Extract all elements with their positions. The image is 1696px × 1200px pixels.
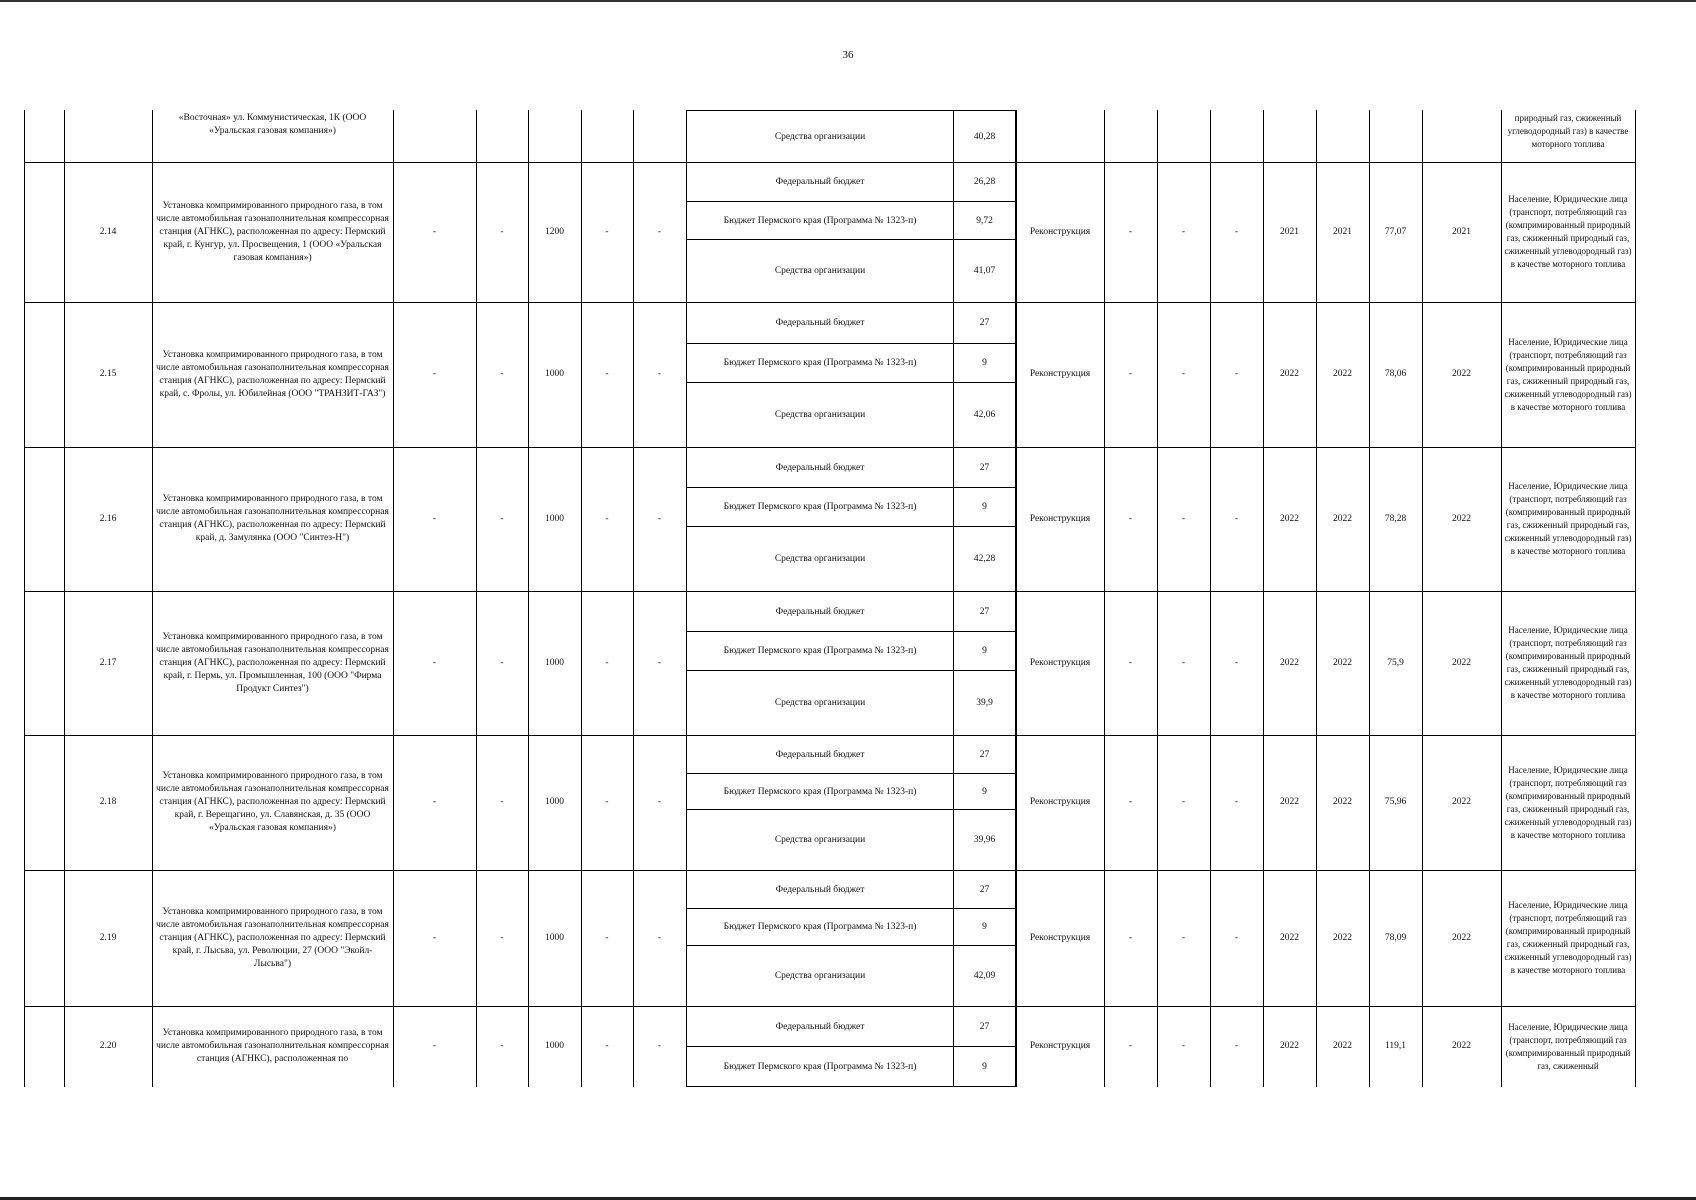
value-cell: -: [500, 513, 504, 524]
consumer-groups: Население, Юридические лица (транспорт, потребляющий газ (компримированный природный газ, сжиженный природный газ, сжиженный углеводородный газ) в качестве моторного топлива: [1504, 764, 1632, 840]
value-cell: -: [1128, 513, 1133, 524]
value-cell: -: [605, 226, 609, 237]
value-cell: [477, 112, 527, 160]
value-cell: -: [605, 797, 609, 807]
value-cell: -: [1181, 1041, 1186, 1051]
value-cell: -: [1181, 657, 1186, 668]
value-cell: -: [1234, 369, 1239, 379]
table-row-rule: [24, 1006, 686, 1007]
table-row-rule: [1016, 302, 1635, 303]
value-cell: -: [500, 1041, 504, 1051]
value-cell: -: [1181, 226, 1186, 237]
end-year: 2022: [1333, 513, 1352, 524]
object-description: Установка компримированного природного газа, в том числе автомобильная газонаполнительная компрессорная станция (АГНКС), расположенная по адресу: Пермский край, г. Кунгур, ул. Просвещения, 1 (ООО «Уральская газовая компания»): [156, 200, 389, 263]
value-cell: [394, 112, 475, 160]
funding-amount: 9: [953, 773, 1016, 810]
value-cell: [1211, 112, 1262, 160]
funding-amount: 42,06: [953, 382, 1016, 448]
funding-amount: 9: [953, 1046, 1016, 1087]
commissioning-year: 2022: [1452, 369, 1471, 379]
total-cost: 119,1: [1384, 1041, 1407, 1051]
table-row-rule: [24, 447, 686, 448]
start-year: 2022: [1280, 797, 1299, 807]
commissioning-year: 2022: [1452, 513, 1471, 524]
value-cell: [1158, 112, 1209, 160]
row-number: 2.20: [99, 1041, 117, 1051]
value-cell: -: [657, 657, 662, 668]
end-year: 2021: [1333, 226, 1352, 237]
start-year: 2022: [1280, 1041, 1299, 1051]
total-cost: 78,28: [1384, 513, 1407, 524]
funding-amount: 42,09: [953, 945, 1016, 1007]
total-cost: 75,9: [1387, 657, 1404, 668]
row-number: 2.17: [99, 657, 117, 668]
row-number: 2.16: [99, 513, 117, 524]
funding-source: Федеральный бюджет: [686, 447, 954, 488]
funding-source: Федеральный бюджет: [686, 591, 954, 632]
funding-source: Федеральный бюджет: [686, 162, 954, 202]
commissioning-year: 2022: [1452, 932, 1471, 943]
work-type: [1017, 112, 1103, 160]
table-row-rule: [1016, 735, 1635, 736]
funding-amount: 9: [953, 487, 1016, 527]
end-year: 2022: [1333, 657, 1352, 668]
value-cell: -: [1234, 1041, 1239, 1051]
value-cell: -: [432, 226, 437, 237]
funding-source: Федеральный бюджет: [686, 1006, 954, 1047]
table-row-rule: [24, 870, 686, 871]
capacity-value: 1000: [545, 369, 564, 379]
capacity-value: 1000: [545, 932, 564, 943]
row-number: 2.19: [99, 932, 117, 943]
funding-source: Средства организации: [686, 382, 954, 448]
consumer-groups: Население, Юридические лица (транспорт, потребляющий газ (компримированный природный газ, сжиженный природный газ, сжиженный углеводородный газ) в качестве моторного топлива: [1504, 900, 1632, 975]
value-cell: -: [1234, 226, 1239, 237]
value-cell: -: [500, 657, 504, 668]
value-cell: -: [1181, 797, 1186, 807]
funding-amount: 27: [953, 870, 1016, 909]
funding-source: Средства организации: [686, 670, 954, 736]
scan-top-edge: [0, 0, 1696, 2]
value-cell: -: [432, 369, 437, 379]
value-cell: -: [657, 226, 662, 237]
funding-source: Средства организации: [686, 809, 954, 871]
funding-source: Бюджет Пермского края (Программа № 1323-п): [686, 773, 954, 810]
object-description: «Восточная» ул. Коммунистическая, 1К (ООО «Уральская газовая компания»): [178, 113, 367, 136]
capacity-value: 1000: [545, 513, 564, 524]
object-description: Установка компримированного природного газа, в том числе автомобильная газонаполнительная компрессорная станция (АГНКС), расположенная по адресу: Пермский край, г. Пермь, ул. Промышленная, 100 (ООО "Фирма Продукт Синтез"): [156, 631, 389, 694]
commissioning-year: 2022: [1452, 657, 1471, 668]
table-column-rule: [24, 110, 25, 1087]
work-type: Реконструкция: [1029, 932, 1091, 943]
object-description: Установка компримированного природного газа, в том числе автомобильная газонаполнительная компрессорная станция (АГНКС), расположенная по: [156, 1028, 389, 1064]
funding-source: Федеральный бюджет: [686, 870, 954, 909]
table-row-rule: [1016, 447, 1635, 448]
value-cell: [634, 112, 685, 160]
funding-amount: 27: [953, 591, 1016, 632]
commissioning-year: 2022: [1452, 797, 1471, 807]
value-cell: -: [432, 1041, 437, 1051]
funding-amount: 9: [953, 631, 1016, 671]
value-cell: -: [1234, 932, 1239, 943]
value-cell: [582, 112, 632, 160]
value-cell: -: [657, 797, 662, 807]
object-description: Установка компримированного природного газа, в том числе автомобильная газонаполнительная компрессорная станция (АГНКС), расположенная по адресу: Пермский край, с. Фролы, ул. Юбилейная (ООО "ТРАНЗИТ-ГАЗ"): [156, 349, 389, 399]
row-number: 2.18: [99, 797, 117, 807]
funding-amount: 41,07: [953, 239, 1016, 303]
work-type: Реконструкция: [1029, 1041, 1091, 1051]
commissioning-year: [1423, 112, 1500, 160]
end-year: 2022: [1333, 1041, 1352, 1051]
capacity-value: 1000: [545, 1041, 564, 1051]
consumer-groups: Население, Юридические лица (транспорт, потребляющий газ (компримированный природный газ, сжиженный: [1505, 1021, 1631, 1071]
value-cell: -: [500, 369, 504, 379]
value-cell: -: [657, 369, 662, 379]
funding-amount: 27: [953, 1006, 1016, 1047]
consumer-groups: Население, Юридические лица (транспорт, потребляющий газ (компримированный природный газ, сжиженный природный газ, сжиженный углеводородный газ) в качестве моторного топлива: [1504, 194, 1632, 269]
value-cell: -: [1128, 369, 1133, 379]
funding-amount: 42,28: [953, 526, 1016, 592]
funding-source: Федеральный бюджет: [686, 735, 954, 774]
value-cell: -: [432, 513, 437, 524]
funding-source: Федеральный бюджет: [686, 302, 954, 344]
consumer-groups: природный газ, сжиженный углеводородный газ) в качестве моторного топлива: [1507, 113, 1629, 149]
table-row-rule: [24, 735, 686, 736]
value-cell: -: [1181, 369, 1186, 379]
row-number: [65, 112, 151, 160]
value-cell: -: [432, 657, 437, 668]
funding-amount: 40,28: [953, 110, 1016, 163]
funding-amount: 39,9: [953, 670, 1016, 736]
value-cell: -: [1234, 513, 1239, 524]
row-number: 2.15: [99, 369, 117, 379]
value-cell: -: [1128, 1041, 1133, 1051]
object-description: Установка компримированного природного газа, в том числе автомобильная газонаполнительная компрессорная станция (АГНКС), расположенная по адресу: Пермский край, г. Лысьва, ул. Революции, 27 (ООО "Экойл-Лысьва"): [156, 906, 389, 969]
capacity-value: 1200: [545, 226, 564, 237]
funding-source: Бюджет Пермского края (Программа № 1323-п): [686, 343, 954, 383]
value-cell: -: [657, 513, 662, 524]
funding-source: Бюджет Пермского края (Программа № 1323-п): [686, 908, 954, 946]
value-cell: -: [432, 797, 437, 807]
start-year: 2021: [1280, 226, 1299, 237]
end-year: 2022: [1333, 369, 1352, 379]
consumer-groups: Население, Юридические лица (транспорт, потребляющий газ (компримированный природный газ, сжиженный природный газ, сжиженный углеводородный газ) в качестве моторного топлива: [1504, 336, 1632, 412]
end-year: 2022: [1333, 797, 1352, 807]
consumer-groups: Население, Юридические лица (транспорт, потребляющий газ (компримированный природный газ, сжиженный природный газ, сжиженный углеводородный газ) в качестве моторного топлива: [1504, 481, 1632, 556]
work-type: Реконструкция: [1029, 369, 1091, 379]
capacity-value: 1000: [545, 797, 564, 807]
funding-amount: 27: [953, 447, 1016, 488]
commissioning-year: 2021: [1452, 226, 1471, 237]
value-cell: -: [500, 932, 504, 943]
funding-source: Средства организации: [686, 945, 954, 1007]
funding-source: Средства организации: [686, 526, 954, 592]
table-row-rule: [24, 591, 686, 592]
object-description: Установка компримированного природного газа, в том числе автомобильная газонаполнительная компрессорная станция (АГНКС), расположенная по адресу: Пермский край, г. Верещагино, ул. Славянская, д. 35 (ООО «Уральская газовая компания»): [156, 771, 389, 833]
total-cost: 75,96: [1384, 797, 1407, 807]
object-description: Установка компримированного природного газа, в том числе автомобильная газонаполнительная компрессорная станция (АГНКС), расположенная по адресу: Пермский край, д. Замулянка (ООО "Синтез-Н"): [156, 494, 389, 543]
funding-amount: 27: [953, 735, 1016, 774]
table-row-rule: [24, 302, 686, 303]
funding-amount: 9,72: [953, 201, 1016, 240]
value-cell: [1105, 112, 1156, 160]
value-cell: -: [1128, 657, 1133, 668]
value-cell: -: [1181, 932, 1186, 943]
end-year: 2022: [1333, 932, 1352, 943]
value-cell: -: [605, 513, 609, 524]
funding-amount: 9: [953, 343, 1016, 383]
capacity-value: [529, 112, 580, 160]
total-cost: 77,07: [1384, 226, 1407, 237]
funding-amount: 26,28: [953, 162, 1016, 202]
table-row-rule: [1016, 162, 1635, 163]
page-number: 36: [842, 49, 854, 61]
value-cell: -: [657, 1041, 662, 1051]
commissioning-year: 2022: [1452, 1041, 1471, 1051]
total-cost: 78,09: [1384, 932, 1407, 943]
funding-source: Бюджет Пермского края (Программа № 1323-п): [686, 487, 954, 527]
funding-source: Средства организации: [686, 110, 954, 163]
table-row-rule: [1016, 1006, 1635, 1007]
value-cell: -: [1234, 797, 1239, 807]
value-cell: -: [605, 657, 609, 668]
table-row-rule: [24, 162, 686, 163]
funding-amount: 9: [953, 908, 1016, 946]
value-cell: -: [605, 369, 609, 379]
row-number: 2.14: [99, 226, 117, 237]
funding-source: Средства организации: [686, 239, 954, 303]
funding-amount: 27: [953, 302, 1016, 344]
work-type: Реконструкция: [1029, 657, 1091, 668]
funding-source: Бюджет Пермского края (Программа № 1323-п): [686, 1046, 954, 1087]
capacity-value: 1000: [545, 657, 564, 668]
start-year: 2022: [1280, 932, 1299, 943]
start-year: 2022: [1280, 369, 1299, 379]
value-cell: -: [657, 932, 662, 943]
value-cell: -: [1234, 657, 1239, 668]
funding-source: Бюджет Пермского края (Программа № 1323-п): [686, 201, 954, 240]
table-row-rule: [1016, 870, 1635, 871]
start-year: 2022: [1280, 657, 1299, 668]
value-cell: -: [605, 1041, 609, 1051]
table-column-rule: [1635, 110, 1636, 1087]
total-cost: [1370, 112, 1421, 160]
consumer-groups: Население, Юридические лица (транспорт, потребляющий газ (компримированный природный газ, сжиженный природный газ, сжиженный углеводородный газ) в качестве моторного топлива: [1504, 625, 1632, 700]
table-row-rule: [1016, 591, 1635, 592]
value-cell: -: [605, 932, 609, 943]
start-year: 2022: [1280, 513, 1299, 524]
end-year: [1317, 112, 1368, 160]
value-cell: -: [500, 797, 504, 807]
value-cell: -: [1128, 226, 1133, 237]
value-cell: -: [1181, 513, 1186, 524]
value-cell: -: [432, 932, 437, 943]
value-cell: -: [500, 226, 504, 237]
funding-source: Бюджет Пермского края (Программа № 1323-п): [686, 631, 954, 671]
value-cell: -: [1128, 797, 1133, 807]
funding-amount: 39,96: [953, 809, 1016, 871]
start-year: [1264, 112, 1315, 160]
work-type: Реконструкция: [1029, 226, 1091, 237]
work-type: Реконструкция: [1029, 513, 1091, 524]
value-cell: -: [1128, 932, 1133, 943]
total-cost: 78,06: [1384, 369, 1407, 379]
work-type: Реконструкция: [1029, 797, 1091, 807]
